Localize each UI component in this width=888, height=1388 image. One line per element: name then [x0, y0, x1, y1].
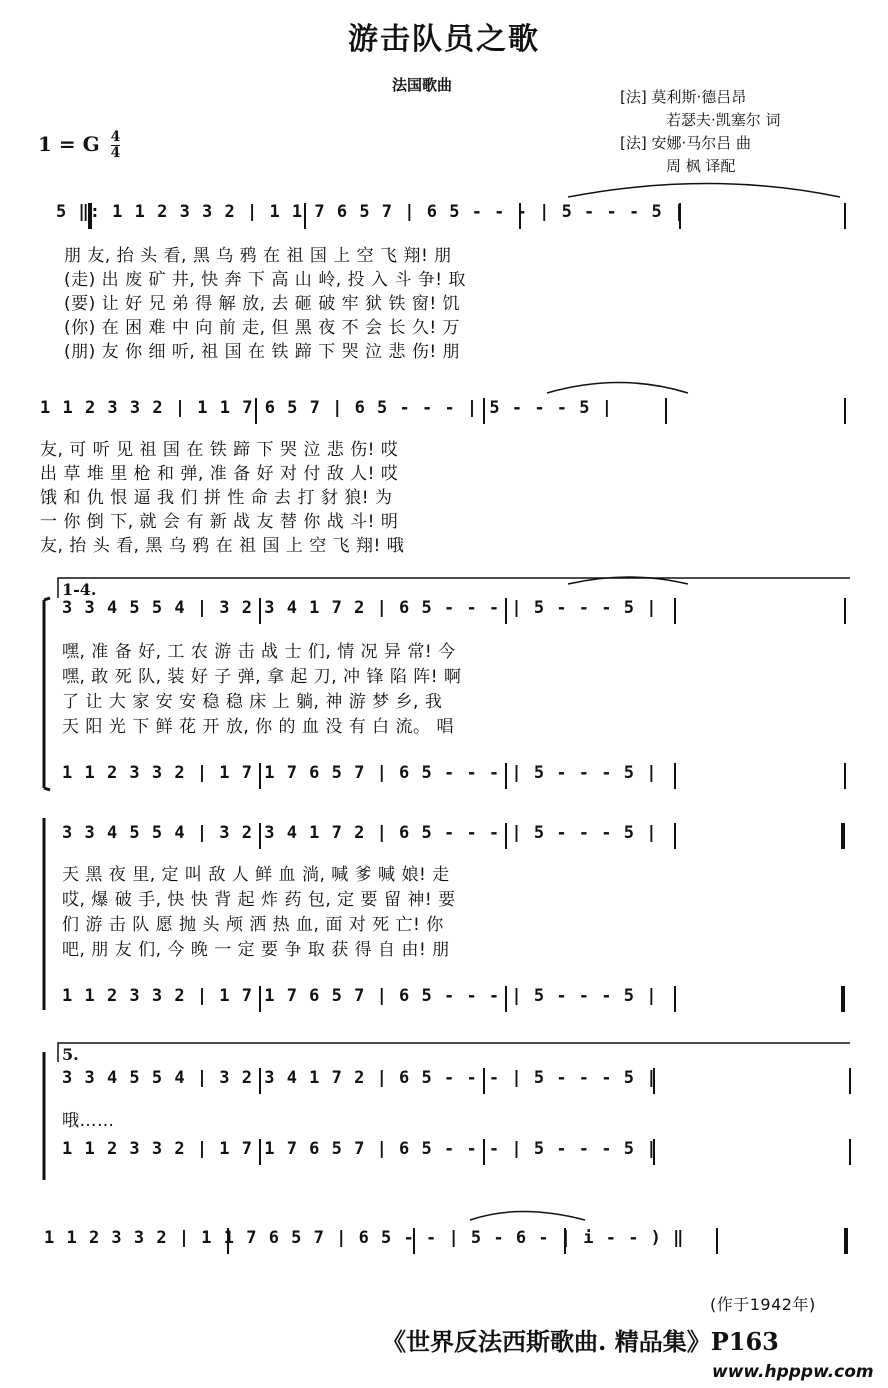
refrain-upper-3: 3 3 4 5 5 4 | 3 2 3 4 1 7 2 | 6 5 - - - | 5 - - - 5 | — [62, 1068, 658, 1088]
lyric-line: 嘿, 敢 死 队, 装 好 子 弹, 拿 起 刀, 冲 锋 陷 阵! 啊 — [62, 667, 462, 687]
lyric-line: (走) 出 废 矿 井, 快 奔 下 高 山 岭, 投 入 斗 争! 取 — [64, 270, 466, 290]
notation-row-2: 1 1 2 3 3 2 | 1 1 7 6 5 7 | 6 5 - - - | 5 - - - 5 | — [40, 398, 613, 418]
lyrics-block-3 — [62, 640, 462, 740]
watermark: www.hpppw.com — [712, 1362, 874, 1382]
lyric-line: 友, 抬 头 看, 黑 乌 鸦 在 祖 国 上 空 飞 翔! 哦 — [40, 536, 405, 556]
lyric-line: 天 黑 夜 里, 定 叫 敌 人 鲜 血 淌, 喊 爹 喊 娘! 走 — [62, 865, 450, 885]
refrain-lower-3: 1 1 2 3 3 2 | 1 7 1 7 6 5 7 | 6 5 - - - | 5 - - - 5 | — [62, 1139, 658, 1159]
credit-line: [法] 安娜·马尔吕 曲 — [620, 134, 752, 152]
time-bottom: 4 — [110, 145, 121, 161]
song-subtitle: 法国歌曲 — [392, 76, 453, 94]
time-top: 4 — [110, 129, 121, 145]
lyric-line: 吧, 朋 友 们, 今 晚 一 定 要 争 取 获 得 自 由! 朋 — [62, 940, 450, 960]
refrain-lower-2: 1 1 2 3 3 2 | 1 7 1 7 6 5 7 | 6 5 - - - | 5 - - - 5 | — [62, 986, 658, 1006]
notation-row-1: 5 ‖: 1 1 2 3 3 2 | 1 1 7 6 5 7 | 6 5 - - - | 5 - - - 5 | — [56, 202, 686, 222]
lyrics-block-2 — [40, 438, 404, 558]
source-note: 《世界反法西斯歌曲. 精品集》P163 — [382, 1327, 779, 1356]
lyric-line: 们 游 击 队 愿 抛 头 颅 洒 热 血, 面 对 死 亡! 你 — [62, 915, 444, 935]
song-title: 游击队员之歌 — [348, 22, 540, 57]
lyric-line: 天 阳 光 下 鲜 花 开 放, 你 的 血 没 有 白 流。 唱 — [62, 717, 454, 737]
credit-line: [法] 莫利斯·德吕昂 — [620, 88, 747, 106]
coda-row: 1 1 2 3 3 2 | 1 1 7 6 5 7 | 6 5 - - | 5 - 6 - | i - - ) ‖ — [44, 1228, 685, 1248]
lyric-line: (要) 让 好 兄 弟 得 解 放, 去 砸 破 牢 狱 铁 窗! 饥 — [64, 294, 461, 314]
credit-line: 周 枫 译配 — [666, 157, 736, 175]
lyrics-block-4 — [62, 863, 456, 963]
lyric-line: 嘿, 准 备 好, 工 农 游 击 战 士 们, 情 况 异 常! 今 — [62, 642, 456, 662]
volta-1-label: 1-4. — [62, 580, 97, 599]
key-label: 1 = G — [38, 132, 100, 156]
lyric-line: (朋) 友 你 细 听, 祖 国 在 铁 蹄 下 哭 泣 悲 伤! 朋 — [64, 342, 461, 362]
lyrics-block-1 — [64, 244, 466, 364]
lyric-line: 友, 可 听 见 祖 国 在 铁 蹄 下 哭 泣 悲 伤! 哎 — [40, 440, 399, 460]
lyric-line: 出 草 堆 里 枪 和 弹, 准 备 好 对 付 敌 人! 哎 — [40, 464, 399, 484]
lyric-line: 饿 和 仇 恨 逼 我 们 拼 性 命 去 打 豺 狼! 为 — [40, 488, 393, 508]
date-note: (作于1942年) — [710, 1295, 816, 1314]
refrain-lower-1: 1 1 2 3 3 2 | 1 7 1 7 6 5 7 | 6 5 - - - | 5 - - - 5 | — [62, 763, 658, 783]
lyric-line: 了 让 大 家 安 安 稳 稳 床 上 躺, 神 游 梦 乡, 我 — [62, 692, 443, 712]
credit-line: 若瑟夫·凯塞尔 词 — [666, 111, 781, 129]
lyric-line: 朋 友, 抬 头 看, 黑 乌 鸦 在 祖 国 上 空 飞 翔! 朋 — [64, 246, 452, 266]
lyric-line: 一 你 倒 下, 就 会 有 新 战 友 替 你 战 斗! 明 — [40, 512, 399, 532]
lyric-line: 哎, 爆 破 手, 快 快 背 起 炸 药 包, 定 要 留 神! 要 — [62, 890, 456, 910]
refrain-upper-2: 3 3 4 5 5 4 | 3 2 3 4 1 7 2 | 6 5 - - - | 5 - - - 5 | — [62, 823, 658, 843]
lyric-line: (你) 在 困 难 中 向 前 走, 但 黑 夜 不 会 长 久! 万 — [64, 318, 461, 338]
refrain-upper-1: 3 3 4 5 5 4 | 3 2 3 4 1 7 2 | 6 5 - - - | 5 - - - 5 | — [62, 598, 658, 618]
volta-2-label: 5. — [62, 1045, 79, 1064]
final-lyric: 哦…… — [62, 1111, 115, 1131]
